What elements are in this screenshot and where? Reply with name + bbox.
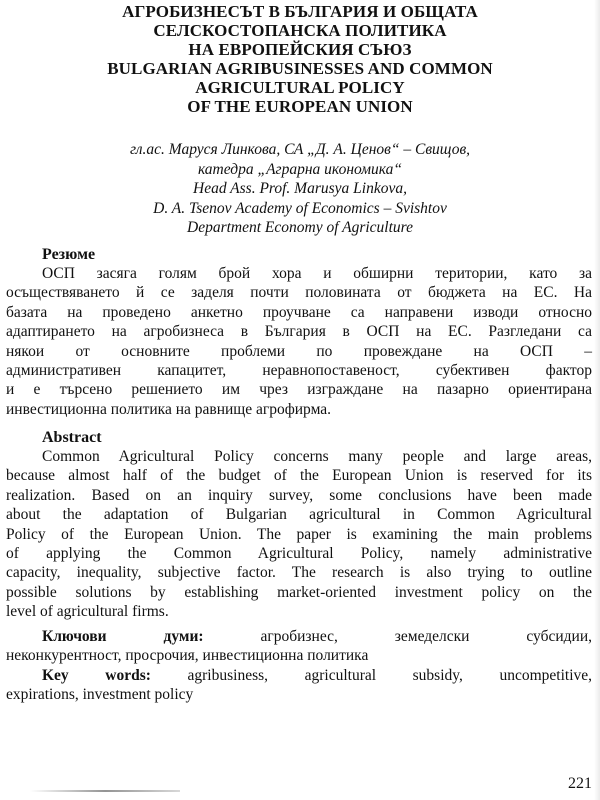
scan-mark: [30, 790, 180, 792]
keywords-line: [6, 627, 592, 646]
paragraph-line: level of agricultural firms.: [6, 603, 169, 621]
paragraph-line: някои от основните проблеми по провеждане на ОСП –: [6, 342, 592, 360]
keywords-value: агробизнес, земеделски субсидии,: [260, 628, 593, 645]
author-block: [0, 140, 600, 238]
title-line: АГРОБИЗНЕСЪТ В БЪЛГАРИЯ И ОБЩАТА: [122, 2, 478, 21]
author-line: Head Ass. Prof. Marusya Linkova,: [193, 180, 407, 197]
paragraph-line: и е търсено решението им чрез изграждане на пазарно ориентирана: [6, 381, 592, 399]
keywords-label: Ключови думи:: [42, 628, 204, 645]
author-line: гл.ас. Маруся Линкова, СА „Д. А. Ценов“ – Свищов,: [129, 141, 471, 158]
paragraph-line: about the adaptation of Bulgarian agricultural in Common Agricultural: [6, 506, 592, 524]
title-line: СЕЛСКОСТОПАНСКА ПОЛИТИКА: [153, 21, 447, 40]
keywords-en: [6, 666, 592, 705]
keywords-line: неконкурентност, просрочия, инвестиционна политика: [6, 647, 369, 665]
paragraph-line: because almost half of the budget of the European Union is reserved for its: [6, 467, 592, 485]
author-line: D. A. Tsenov Academy of Economics – Svishtov: [153, 199, 447, 217]
keywords-bg: [6, 627, 592, 666]
paragraph-line: Policy of the European Union. The paper is examining the main problems: [6, 525, 592, 543]
keywords-label: Key words:: [42, 667, 151, 684]
resume-paragraph: [6, 264, 592, 419]
abstract-paragraph: [6, 447, 592, 622]
paragraph-line: possible solutions by establishing market-oriented investment policy on the: [6, 583, 592, 601]
paragraph-line: осъществяването й се заделя почти половината от бюджета на ЕС. На: [6, 284, 592, 302]
paragraph-line: адаптирането на агробизнеса в България в ОСП на ЕС. Разгледани са: [6, 323, 592, 341]
title-line: BULGARIAN AGRIBUSINESSES AND COMMON: [107, 59, 493, 78]
paragraph-line: административен капацитет, неравнопоставеност, субективен фактор: [6, 361, 592, 379]
paragraph-line: of applying the Common Agricultural Policy, namely administrative: [6, 544, 592, 562]
paragraph-line: базата на проведено анкетно проучване са направени изводи относно: [6, 303, 592, 321]
author-line: Department Economy of Agriculture: [187, 219, 413, 236]
scan-edge-shadow: [594, 0, 600, 800]
paragraph-line: realization. Based on an inquiry survey, some conclusions have been made: [6, 486, 592, 504]
resume-heading: Резюме: [42, 246, 96, 263]
keywords-line: expirations, investment policy: [6, 686, 194, 704]
title-line: НА ЕВРОПЕЙСКИЯ СЪЮЗ: [188, 40, 412, 59]
keywords-value: agribusiness, agricultural subsidy, uncompetitive,: [187, 667, 593, 684]
author-line: катедра „Аграрна икономика“: [197, 160, 403, 178]
paper-title: [0, 2, 600, 116]
paragraph-line: capacity, inequality, subjective factor. The research is also trying to outline: [6, 564, 592, 582]
abstract-heading: Abstract: [42, 429, 102, 446]
paragraph-line: инвестиционна политика на равнище агрофирма.: [6, 400, 332, 418]
paragraph-line: ОСП засяга голям брой хора и обширни територии, като за: [42, 265, 592, 282]
title-line: AGRICULTURAL POLICY: [195, 78, 405, 97]
keywords-line: [6, 666, 592, 685]
title-line: OF THE EUROPEAN UNION: [187, 97, 413, 116]
page-number: 221: [568, 775, 592, 792]
paragraph-line: Common Agricultural Policy concerns many people and large areas,: [42, 448, 592, 465]
